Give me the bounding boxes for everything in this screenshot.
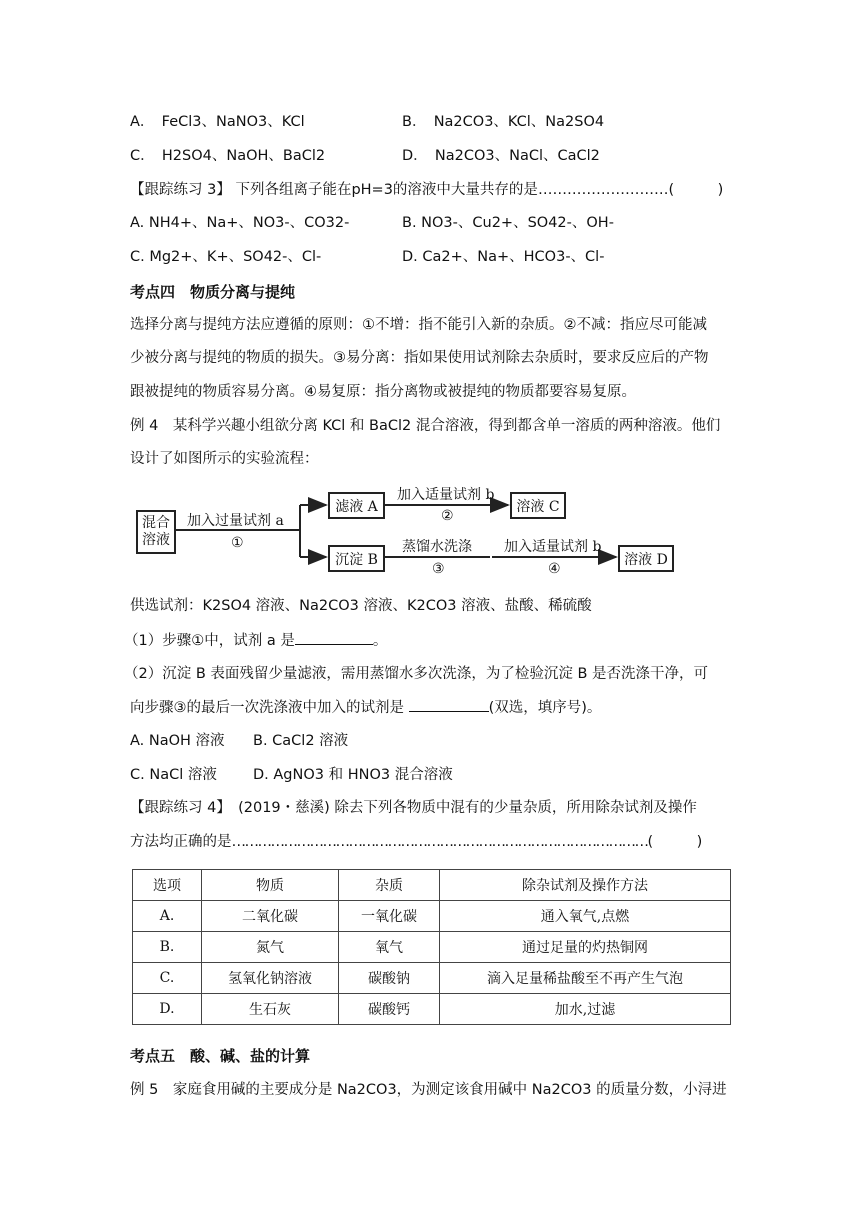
header-impurity: 杂质 (339, 870, 440, 901)
step1-number: ① (231, 535, 244, 551)
practice4-line1: 【跟踪练习 4】 (2019・慈溪) 除去下列各物质中混有的少量杂质，所用除杂试剂及操作 (130, 800, 697, 816)
mixed-solution-box (136, 510, 176, 554)
section4-title: 考点四 物质分离与提纯 (130, 283, 296, 301)
step2-number: ② (441, 508, 454, 524)
practice4-stem-end: 方法均正确的是 (130, 834, 232, 850)
step3-number: ③ (432, 561, 445, 577)
example4-option-d: D. AgNO3 和 HNO3 混合溶液 (253, 767, 453, 783)
header-substance: 物质 (202, 870, 339, 901)
table-cell: 氢氧化钠溶液 (202, 963, 339, 994)
filtrate-a-label: 滤液 A (335, 498, 378, 515)
table-row (133, 963, 731, 994)
section5-title: 考点五 酸、碱、盐的计算 (130, 1047, 311, 1065)
option-b: B． Na2CO3、KCl、Na2SO4 (402, 114, 605, 130)
q1-end: 。 (372, 633, 388, 649)
practice3-dots: ……………………… (537, 182, 669, 198)
example4-line2: 设计了如图所示的实验流程： (130, 451, 319, 467)
section4-para-line1: 选择分离与提纯方法应遵循的原则：①不增：指不能引入新的杂质。②不减：指应尽可能减 (130, 317, 707, 333)
step2-label: 加入适量试剂 b (397, 487, 495, 503)
table-cell: 通过足量的灼热铜网 (440, 932, 731, 963)
precipitate-b-box (328, 545, 385, 572)
example4-q1 (124, 630, 387, 651)
table-cell: 加水,过滤 (440, 994, 731, 1025)
option-a: A． FeCl3、NaNO3、KCl (130, 114, 305, 130)
table-cell: 氧气 (339, 932, 440, 963)
q2-answer-blank[interactable] (409, 697, 489, 712)
table-cell: C. (133, 963, 202, 994)
table-header-row (133, 870, 731, 901)
step4-label: 加入适量试剂 b (504, 539, 602, 555)
table-cell: 滴入足量稀盐酸至不再产生气泡 (440, 963, 731, 994)
table-cell: B. (133, 932, 202, 963)
table-cell: D. (133, 994, 202, 1025)
practice3-option-c: C. Mg2+、K+、SO42-、Cl- (130, 249, 322, 265)
example4-q2-line1: （2）沉淀 B 表面残留少量滤液，需用蒸馏水多次洗涤，为了检验沉淀 B 是否洗涤干净，可 (124, 666, 709, 682)
table-cell: 二氧化碳 (202, 901, 339, 932)
filtrate-a-box (328, 492, 385, 519)
practice3-option-d: D. Ca2+、Na+、HCO3-、Cl- (402, 249, 605, 265)
mixed-solution-line2: 溶液 (142, 532, 170, 548)
q2-text: 向步骤③的最后一次洗涤液中加入的试剂是 (130, 700, 404, 716)
step4-number: ④ (548, 561, 561, 577)
section4-para-line3: 跟被提纯的物质容易分离。④易复原：指分离物或被提纯的物质都要容易复原。 (130, 384, 636, 400)
table-cell: 碳酸钠 (339, 963, 440, 994)
table-cell: 碳酸钙 (339, 994, 440, 1025)
practice4-dots: …………………………………………………………………………………… (231, 834, 648, 850)
practice3-option-a: A. NH4+、Na+、NO3-、CO32- (130, 215, 350, 231)
table-cell: A. (133, 901, 202, 932)
header-option: 选项 (133, 870, 202, 901)
table-cell: 通入氧气,点燃 (440, 901, 731, 932)
reagents-list: 供选试剂：K2SO4 溶液、Na2CO3 溶液、K2CO3 溶液、盐酸、稀硫酸 (130, 598, 592, 614)
example4-option-c: C. NaCl 溶液 (130, 767, 217, 783)
example5-line1: 例 5 家庭食用碱的主要成分是 Na2CO3，为测定该食用碱中 Na2CO3 的质量分数，小浔进 (130, 1082, 727, 1098)
solution-c-label: 溶液 C (516, 498, 560, 515)
example4-option-a: A. NaOH 溶液 (130, 733, 225, 749)
table-cell: 一氧化碳 (339, 901, 440, 932)
header-method: 除杂试剂及操作方法 (440, 870, 731, 901)
flow-arrows (0, 0, 860, 600)
table-row (133, 901, 731, 932)
table-cell: 生石灰 (202, 994, 339, 1025)
q1-text: （1）步骤①中，试剂 a 是 (124, 633, 295, 649)
example4-option-b: B. CaCl2 溶液 (253, 733, 349, 749)
solution-d-box (618, 545, 674, 572)
example4-line1: 例 4 某科学兴趣小组欲分离 KCl 和 BaCl2 混合溶液，得到都含单一溶质的两种溶液。他们 (130, 418, 721, 434)
mixed-solution-line1: 混合 (142, 515, 170, 531)
table-row (133, 932, 731, 963)
practice4-paren: ( ) (647, 834, 703, 850)
practice3-option-b: B. NO3-、Cu2+、SO42-、OH- (402, 215, 614, 231)
q2-end: (双选，填序号)。 (488, 700, 602, 716)
practice3-label: 【跟踪练习 3】 (130, 182, 231, 198)
option-c: C． H2SO4、NaOH、BaCl2 (130, 148, 326, 164)
practice3-paren: ( ) (668, 182, 724, 198)
solution-d-label: 溶液 D (624, 551, 668, 568)
section4-para-line2: 少被分离与提纯的物质的损失。③易分离：指如果使用试剂除去杂质时，要求反应后的产物 (130, 350, 709, 366)
practice4-line2 (130, 832, 702, 852)
example4-q2-line2 (130, 697, 601, 718)
precipitate-b-label: 沉淀 B (335, 551, 378, 568)
practice3-stem: 下列各组离子能在pH=3的溶液中大量共存的是 (235, 182, 538, 198)
option-d: D． Na2CO3、NaCl、CaCl2 (402, 148, 600, 164)
solution-c-box (510, 492, 566, 519)
impurity-table (132, 869, 731, 1025)
step3-label: 蒸馏水洗涤 (402, 539, 472, 555)
q1-answer-blank[interactable] (295, 630, 373, 645)
table-cell: 氮气 (202, 932, 339, 963)
table-row (133, 994, 731, 1025)
step1-label: 加入过量试剂 a (187, 513, 284, 529)
